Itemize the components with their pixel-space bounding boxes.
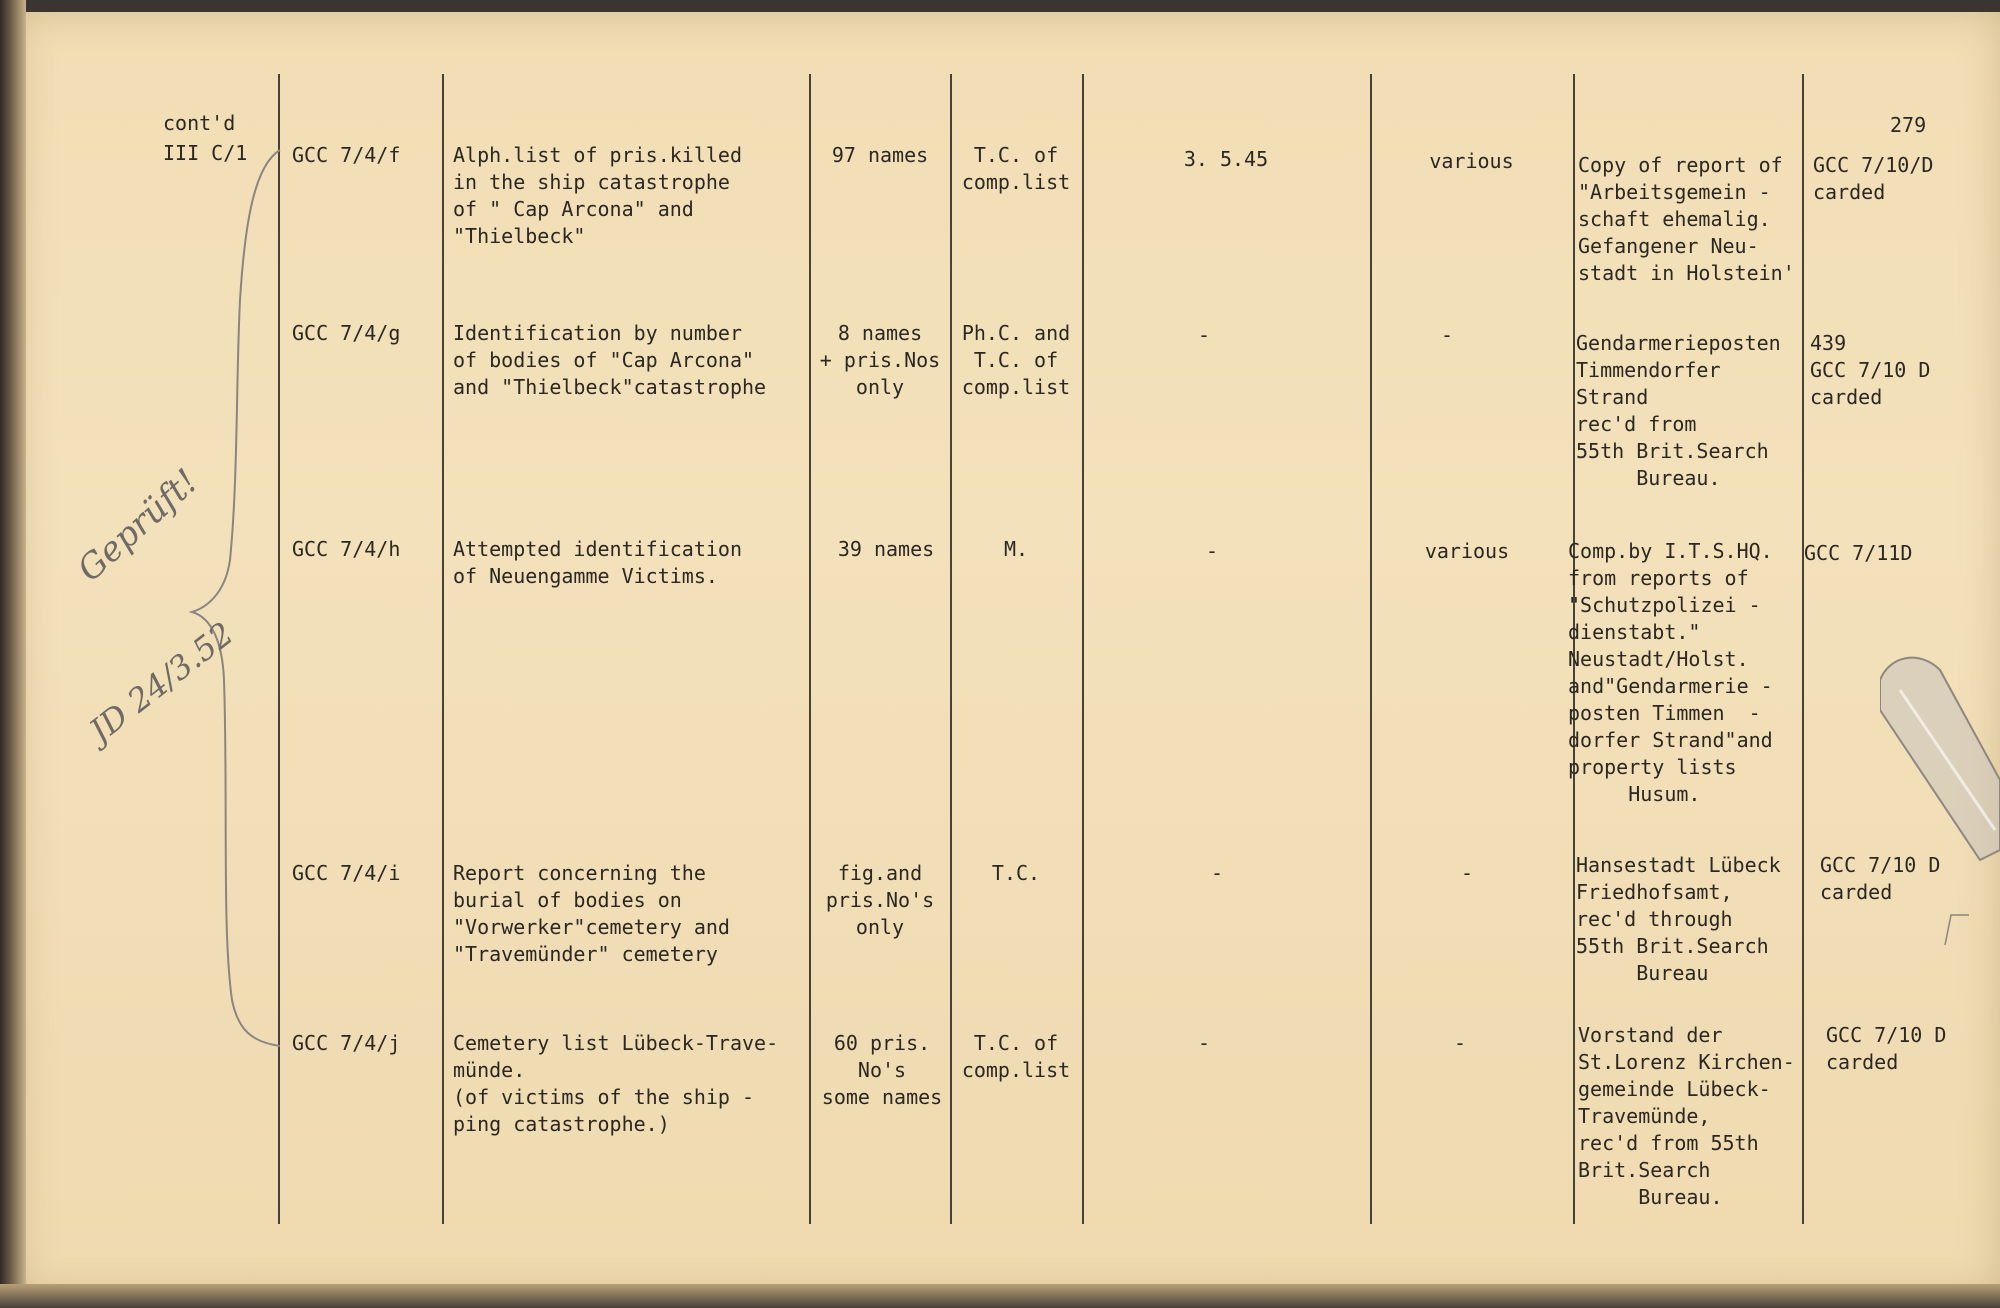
row-ref: GCC 7/4/i <box>292 861 401 885</box>
section-code: III C/1 <box>163 141 248 165</box>
row-location: GCC 7/11D <box>1804 541 1913 565</box>
row-place: - <box>1453 1031 1467 1055</box>
row-location: GCC 7/10/D carded <box>1813 153 1934 204</box>
row-location: GCC 7/10 D carded <box>1820 853 1941 904</box>
row-source: Comp.by I.T.S.HQ. from reports of "Schutzpolizei - dienstabt." Neustadt/Holst. and"Gendarmerie - posten Timmen - dorfer Strand"and property lists Husum. <box>1568 539 1773 806</box>
ruler-edge-icon <box>1880 650 2000 890</box>
handwritten-initials-date: JD 24/3.52 <box>82 614 241 750</box>
row-location: GCC 7/10 D carded <box>1826 1023 1947 1074</box>
row-form: M. <box>1003 537 1029 561</box>
row-form: T.C. of comp.list <box>961 1031 1071 1082</box>
row-date: 3. 5.45 <box>1183 147 1269 171</box>
row-form: Ph.C. and T.C. of comp.list <box>961 321 1071 399</box>
row-date: - <box>1210 861 1224 885</box>
row-source: Copy of report of "Arbeitsgemein - schaft ehemalig. Gefangener Neu- stadt in Holstein' <box>1578 153 1795 285</box>
row-ref: GCC 7/4/h <box>292 537 401 561</box>
row-quantity: 8 names + pris.Nos only <box>819 321 941 399</box>
row-place: - <box>1440 323 1454 347</box>
row-description: Attempted identification of Neuengamme Victims. <box>453 537 742 588</box>
row-quantity: 39 names <box>837 537 935 561</box>
row-description: Alph.list of pris.killed in the ship catastrophe of " Cap Arcona" and "Thielbeck" <box>453 143 742 248</box>
row-quantity: fig.and pris.No's only <box>825 861 935 939</box>
section-continued: cont'd <box>163 111 236 135</box>
row-form: T.C. of comp.list <box>961 143 1071 194</box>
row-ref: GCC 7/4/f <box>292 143 401 167</box>
row-source: Gendarmerieposten Timmendorfer Strand rec'd from 55th Brit.Search Bureau. <box>1576 331 1781 490</box>
row-date: - <box>1197 323 1211 347</box>
row-form: T.C. <box>991 861 1041 885</box>
row-source: Vorstand der St.Lorenz Kirchen- gemeinde Lübeck- Travemünde, rec'd from 55th Brit.Search Bureau. <box>1578 1023 1795 1209</box>
row-date: - <box>1205 539 1219 563</box>
row-place: various <box>1424 539 1510 563</box>
row-description: Cemetery list Lübeck-Trave- münde. (of victims of the ship - ping catastrophe.) <box>453 1031 779 1136</box>
page-number: 279 <box>1890 113 1927 137</box>
row-description: Report concerning the burial of bodies on "Vorwerker"cemetery and "Travemünder" cemetery <box>453 861 730 966</box>
row-date: - <box>1197 1031 1211 1055</box>
row-quantity: 97 names <box>831 143 929 167</box>
row-quantity: 60 pris. No's some names <box>821 1031 943 1109</box>
row-place: various <box>1429 149 1514 173</box>
row-place: - <box>1460 861 1474 885</box>
row-ref: GCC 7/4/g <box>292 321 401 345</box>
row-ref: GCC 7/4/j <box>292 1031 401 1055</box>
row-source: Hansestadt Lübeck Friedhofsamt, rec'd through 55th Brit.Search Bureau <box>1576 853 1781 985</box>
row-description: Identification by number of bodies of "Cap Arcona" and "Thielbeck"catastrophe <box>453 321 767 399</box>
handwritten-checked-note: Geprüft! <box>70 461 207 590</box>
row-location: 439 GCC 7/10 D carded <box>1810 331 1931 409</box>
